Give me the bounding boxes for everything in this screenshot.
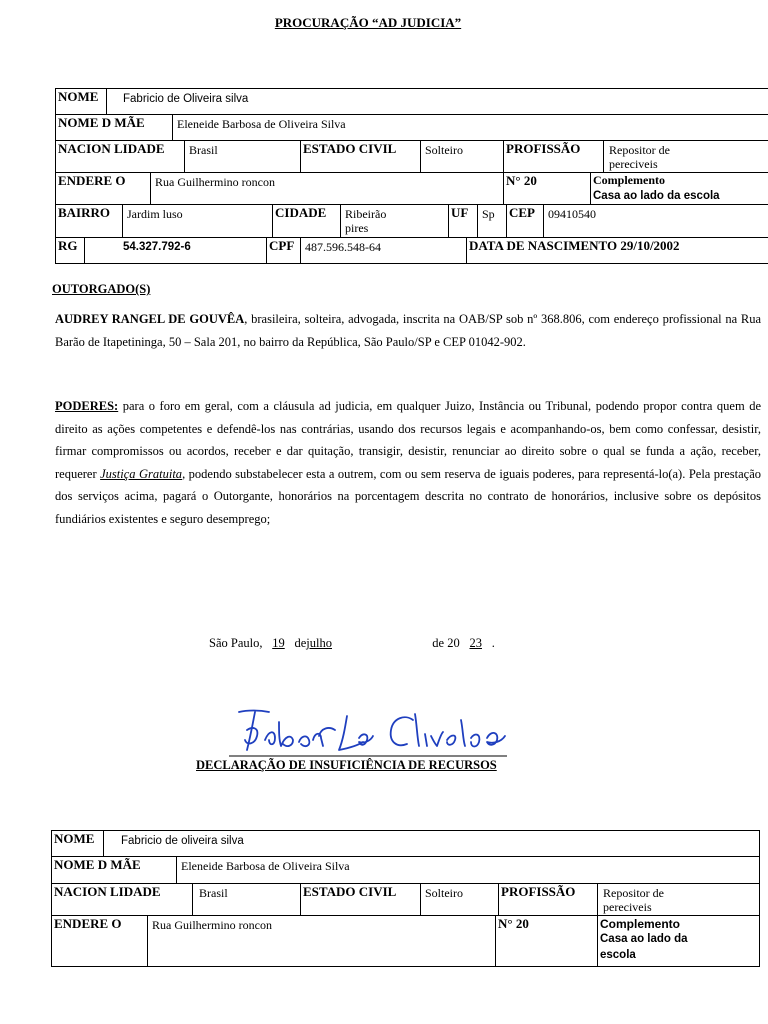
endereco-value: Rua Guilhermino roncon xyxy=(155,175,275,189)
outorgado-paragraph xyxy=(55,308,761,353)
decl-profissao-value: Repositor de pereciveis xyxy=(603,886,664,914)
data-nascimento-label: DATA DE NASCIMENTO 29/10/2002 xyxy=(469,238,680,253)
uf-label: UF xyxy=(451,205,469,220)
decl-numero-label: N° 20 xyxy=(498,916,529,931)
cpf-label: CPF xyxy=(269,238,295,253)
poderes-label: PODERES: xyxy=(55,399,119,413)
bairro-value: Jardim luso xyxy=(127,207,183,221)
nome-mae-value: Eleneide Barbosa de Oliveira Silva xyxy=(177,117,346,131)
estado-civil-value: Solteiro xyxy=(425,143,463,157)
nome-label: NOME xyxy=(58,89,99,104)
outorgado-text: , brasileira, solteira, advogada, inscrita na OAB/SP sob nº 368.806, com endereço profissional na Rua Barão de Itapetininga, 50 – Sala 201, no bairro da República, São Paulo/SP e CEP 01042-902. xyxy=(55,312,761,349)
date-month: julho xyxy=(306,636,332,650)
complemento-value: Casa ao lado da escola xyxy=(593,190,720,202)
poderes-text-2: , podendo substabelecer esta a outrem, com ou sem reserva de iguais poderes, para representá-lo(a). Pela prestação dos serviços acima, pagará o Outorgante, honorários na porcentagem descrita no contrato de honorários, inclusive sobre os depósitos fundiários existentes e seguro desemprego; xyxy=(55,466,762,526)
rg-value: 54.327.792-6 xyxy=(123,241,191,253)
bairro-label: BAIRRO xyxy=(58,205,111,220)
handwritten-signature xyxy=(225,700,515,760)
decl-nacionalidade-label: NACION LIDADE xyxy=(54,884,161,899)
cidade-value: Ribeirão pires xyxy=(345,207,387,235)
profissao-value: Repositor de pereciveis xyxy=(609,143,670,171)
decl-profissao-label: PROFISSÃO xyxy=(501,884,576,899)
numero-label: N° 20 xyxy=(506,173,537,188)
estado-civil-label: ESTADO CIVIL xyxy=(303,141,397,156)
decl-complemento-label: Complemento xyxy=(600,917,681,931)
outorgado-heading: OUTORGADO(S) xyxy=(52,282,151,296)
date-year: 23 xyxy=(469,636,482,650)
date-line xyxy=(209,636,495,651)
decl-estado-civil-value: Solteiro xyxy=(425,886,463,900)
document-title: PROCURAÇÃO “AD JUDICIA” xyxy=(274,15,462,30)
profissao-label: PROFISSÃO xyxy=(506,141,581,156)
nacionalidade-label: NACION LIDADE xyxy=(58,141,165,156)
nome-value: Fabricio de Oliveira silva xyxy=(123,93,249,105)
cidade-label: CIDADE xyxy=(275,205,327,220)
cep-value: 09410540 xyxy=(548,207,596,221)
decl-estado-civil-label: ESTADO CIVIL xyxy=(303,884,397,899)
decl-nome-value: Fabricio de oliveira silva xyxy=(121,835,244,847)
declaracao-title: DECLARAÇÃO DE INSUFICIÊNCIA DE RECURSOS xyxy=(196,758,497,772)
rg-label: RG xyxy=(58,238,78,253)
cpf-value: 487.596.548-64 xyxy=(305,240,381,254)
date-day: 19 xyxy=(272,636,285,650)
complemento-label: Complemento xyxy=(593,173,665,187)
endereco-label: ENDERE O xyxy=(58,173,126,188)
nacionalidade-value: Brasil xyxy=(189,143,218,157)
decl-nome-mae-value: Eleneide Barbosa de Oliveira Silva xyxy=(181,859,350,873)
cep-label: CEP xyxy=(509,205,535,220)
decl-nacionalidade-value: Brasil xyxy=(199,886,228,900)
uf-value: Sp xyxy=(482,207,495,221)
nome-mae-label: NOME D MÃE xyxy=(58,115,145,130)
poderes-paragraph xyxy=(55,395,761,531)
date-de-2: de 20 xyxy=(432,636,460,650)
justica-gratuita: Justiça Gratuita xyxy=(100,466,183,481)
decl-endereco-label: ENDERE O xyxy=(54,916,122,931)
decl-nome-label: NOME xyxy=(54,831,95,846)
outorgado-name: AUDREY RANGEL DE GOUVÊA xyxy=(55,312,245,326)
date-city: São Paulo, xyxy=(209,636,263,650)
decl-endereco-value: Rua Guilhermino roncon xyxy=(152,918,272,932)
date-de-1: de xyxy=(294,636,307,650)
decl-complemento-value: Casa ao lado da escola xyxy=(600,933,688,961)
decl-nome-mae-label: NOME D MÃE xyxy=(54,857,141,872)
poderes-text-1: para o foro em geral, com a cláusula ad judicia, em qualquer Juizo, Instância ou Tribunal, podendo propor contra quem de direito as ações competentes e defendê-los nas contrárias, usando dos recursos legais e acompanhando-os, bem como confessar, desistir, firmar compromissos ou acordos, receber e dar quitação, transigir, desistir, renunciar ao direito sobre o qual se funda a ação, receber, requerer xyxy=(55,399,761,481)
date-end: . xyxy=(491,636,495,650)
